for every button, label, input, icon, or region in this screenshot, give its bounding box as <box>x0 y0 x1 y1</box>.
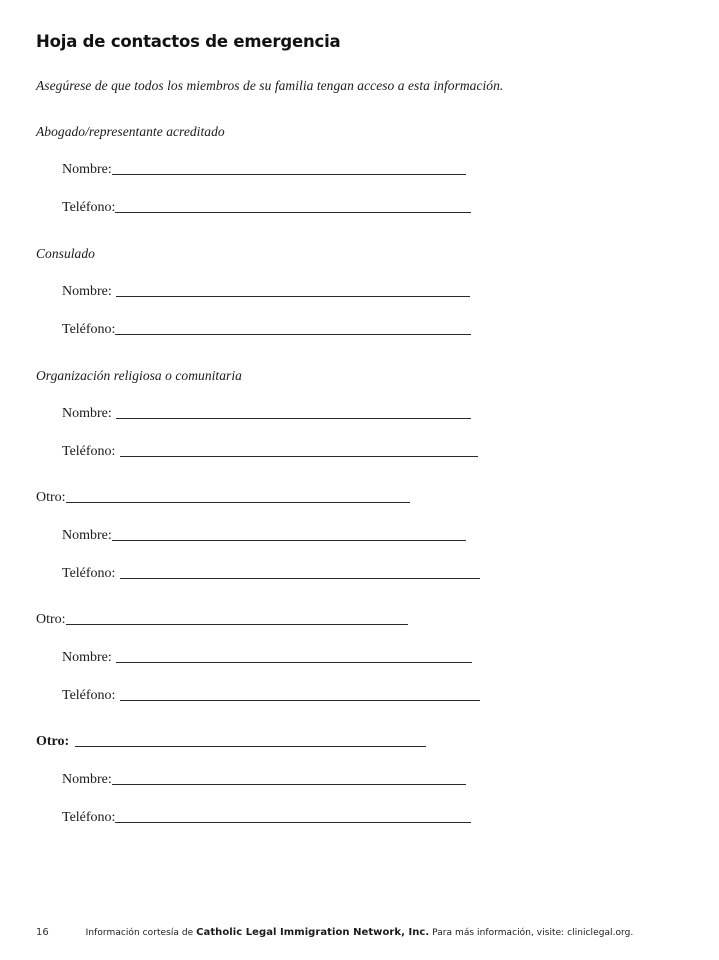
footer-credit-suffix: Para más información, visite: cliniclegal.org. <box>429 928 634 938</box>
other-label: Otro: <box>36 490 66 505</box>
write-in-line-otro-1[interactable] <box>66 502 410 503</box>
write-in-line-telefono-otro-2[interactable] <box>120 700 480 701</box>
write-in-line-otro-3[interactable] <box>75 746 426 747</box>
page-subtitle: Asegúrese de que todos los miembros de su familia tengan acceso a esta información. <box>36 78 504 93</box>
write-in-line-telefono-abogado[interactable] <box>115 212 471 213</box>
field-label-telefono: Teléfono: <box>62 810 116 825</box>
write-in-line-otro-2[interactable] <box>66 624 408 625</box>
field-telefono-otro-2 <box>36 688 675 704</box>
section-heading-abogado: Abogado/representante acreditado <box>36 124 225 139</box>
other-label: Otro: <box>36 734 70 749</box>
write-in-line-telefono-otro-3[interactable] <box>115 822 471 823</box>
field-nombre-abogado <box>36 162 675 178</box>
write-in-line-telefono-otro-1[interactable] <box>120 578 480 579</box>
field-label-telefono: Teléfono: <box>62 688 116 703</box>
section-heading-organizacion: Organización religiosa o comunitaria <box>36 368 242 383</box>
field-telefono-otro-1 <box>36 566 675 582</box>
field-nombre-consulado <box>36 284 675 300</box>
write-in-line-nombre-organizacion[interactable] <box>116 418 471 419</box>
write-in-line-nombre-otro-1[interactable] <box>112 540 466 541</box>
field-label-telefono: Teléfono: <box>62 200 116 215</box>
field-label-nombre: Nombre: <box>62 772 112 787</box>
write-in-line-telefono-consulado[interactable] <box>115 334 471 335</box>
section-heading-otro-3 <box>36 734 675 750</box>
field-label-telefono: Teléfono: <box>62 444 116 459</box>
field-label-telefono: Teléfono: <box>62 566 116 581</box>
footer-credit <box>0 927 719 938</box>
section-heading-otro-1 <box>36 490 675 506</box>
field-nombre-otro-1 <box>36 528 675 544</box>
field-label-nombre: Nombre: <box>62 650 112 665</box>
field-nombre-otro-2 <box>36 650 675 666</box>
field-telefono-consulado <box>36 322 675 338</box>
write-in-line-nombre-abogado[interactable] <box>112 174 466 175</box>
field-nombre-organizacion <box>36 406 675 422</box>
field-label-nombre: Nombre: <box>62 162 112 177</box>
field-label-nombre: Nombre: <box>62 528 112 543</box>
other-label: Otro: <box>36 612 66 627</box>
section-heading-otro-2 <box>36 612 675 628</box>
page-footer <box>0 916 719 942</box>
page-number: 16 <box>36 927 49 938</box>
write-in-line-nombre-consulado[interactable] <box>116 296 470 297</box>
field-nombre-otro-3 <box>36 772 675 788</box>
write-in-line-nombre-otro-2[interactable] <box>116 662 472 663</box>
field-telefono-organizacion <box>36 444 675 460</box>
footer-organization-name: Catholic Legal Immigration Network, Inc. <box>196 927 430 938</box>
footer-credit-prefix: Información cortesía de <box>85 928 197 938</box>
field-telefono-abogado <box>36 200 675 216</box>
page-title: Hoja de contactos de emergencia <box>36 32 341 51</box>
field-label-nombre: Nombre: <box>62 406 112 421</box>
write-in-line-nombre-otro-3[interactable] <box>112 784 466 785</box>
field-label-telefono: Teléfono: <box>62 322 116 337</box>
write-in-line-telefono-organizacion[interactable] <box>120 456 478 457</box>
section-heading-consulado: Consulado <box>36 246 95 261</box>
field-telefono-otro-3 <box>36 810 675 826</box>
field-label-nombre: Nombre: <box>62 284 112 299</box>
